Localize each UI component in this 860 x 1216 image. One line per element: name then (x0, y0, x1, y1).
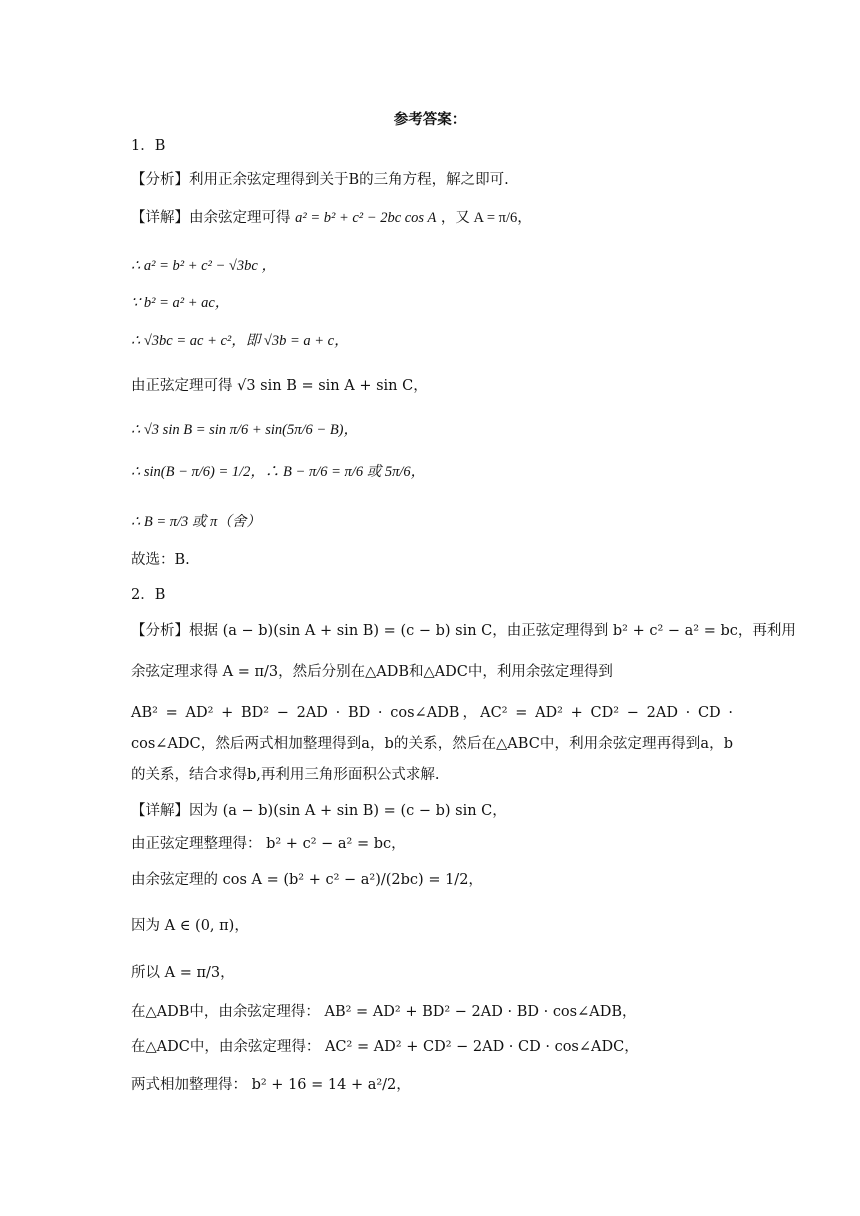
q1-step1: ∴ a² = b² + c² − √3bc ， (131, 258, 276, 274)
page-title: 参考答案： (393, 112, 467, 128)
q1-step2: ∵ b² = a² + ac， (131, 295, 230, 311)
q2-detail-7: 在△ADC中，由余弦定理得： AC² = AD² + CD² − 2AD · CD · cos∠ADC， (131, 1039, 639, 1055)
q1-detail (131, 208, 532, 228)
q1-analysis: 【分析】利用正余弦定理得到关于B的三角方程，解之即可. (131, 172, 509, 188)
q1-step6: ∴ sin(B − π/6) = 1/2，∴ B − π/6 = π/6 或 5π/6， (131, 464, 426, 480)
q2-analysis-3: AB² = AD² + BD² − 2AD · BD · cos∠ADB，AC² = AD² + CD² − 2AD · CD · cos∠ADC，然后两式相加整理得到a，b的关系，然后在△ABC中，利用余弦定理再得到a，b的关系，结合求得b,再利用三角形面积公式求解. (131, 705, 733, 783)
q1-detail-intro: 【详解】由余弦定理可得 (131, 210, 291, 226)
q1-step7: ∴ B = π/3 或 π（舍） (131, 514, 261, 530)
q2-detail-4: 因为 A ∈ (0, π)， (131, 918, 249, 934)
q1-detail-cond: ，又 A = π/6， (440, 210, 532, 226)
q2-number: 2．B (131, 587, 166, 603)
q1-number: 1．B (131, 138, 166, 154)
q1-detail-eq: a² = b² + c² − 2bc cos A (295, 210, 437, 226)
q2-detail-2: 由正弦定理整理得： b² + c² − a² = bc， (131, 836, 406, 852)
q2-detail-6: 在△ADB中，由余弦定理得： AB² = AD² + BD² − 2AD · BD · cos∠ADB， (131, 1004, 637, 1020)
q2-detail-3: 由余弦定理的 cos A = (b² + c² − a²)/(2bc) = 1/2， (131, 872, 483, 888)
q2-analysis-1: 【分析】根据 (a − b)(sin A + sin B) = (c − b) sin C，由正弦定理得到 b² + c² − a² = bc，再利用 (131, 623, 796, 639)
q1-step4: 由正弦定理可得 √3 sin B = sin A + sin C， (131, 378, 428, 394)
q2-detail-5: 所以 A = π/3， (131, 965, 235, 981)
q1-step5: ∴ √3 sin B = sin π/6 + sin(5π/6 − B)， (131, 422, 359, 438)
q1-step3: ∴ √3bc = ac + c²，即 √3b = a + c， (131, 333, 349, 349)
q2-detail-1: 【详解】因为 (a − b)(sin A + sin B) = (c − b) sin C， (131, 803, 507, 819)
q1-conclusion: 故选：B. (131, 552, 190, 568)
q2-analysis-2: 余弦定理求得 A = π/3，然后分别在△ADB和△ADC中，利用余弦定理得到 (131, 664, 613, 680)
q2-detail-8: 两式相加整理得： b² + 16 = 14 + a²/2， (131, 1077, 411, 1093)
